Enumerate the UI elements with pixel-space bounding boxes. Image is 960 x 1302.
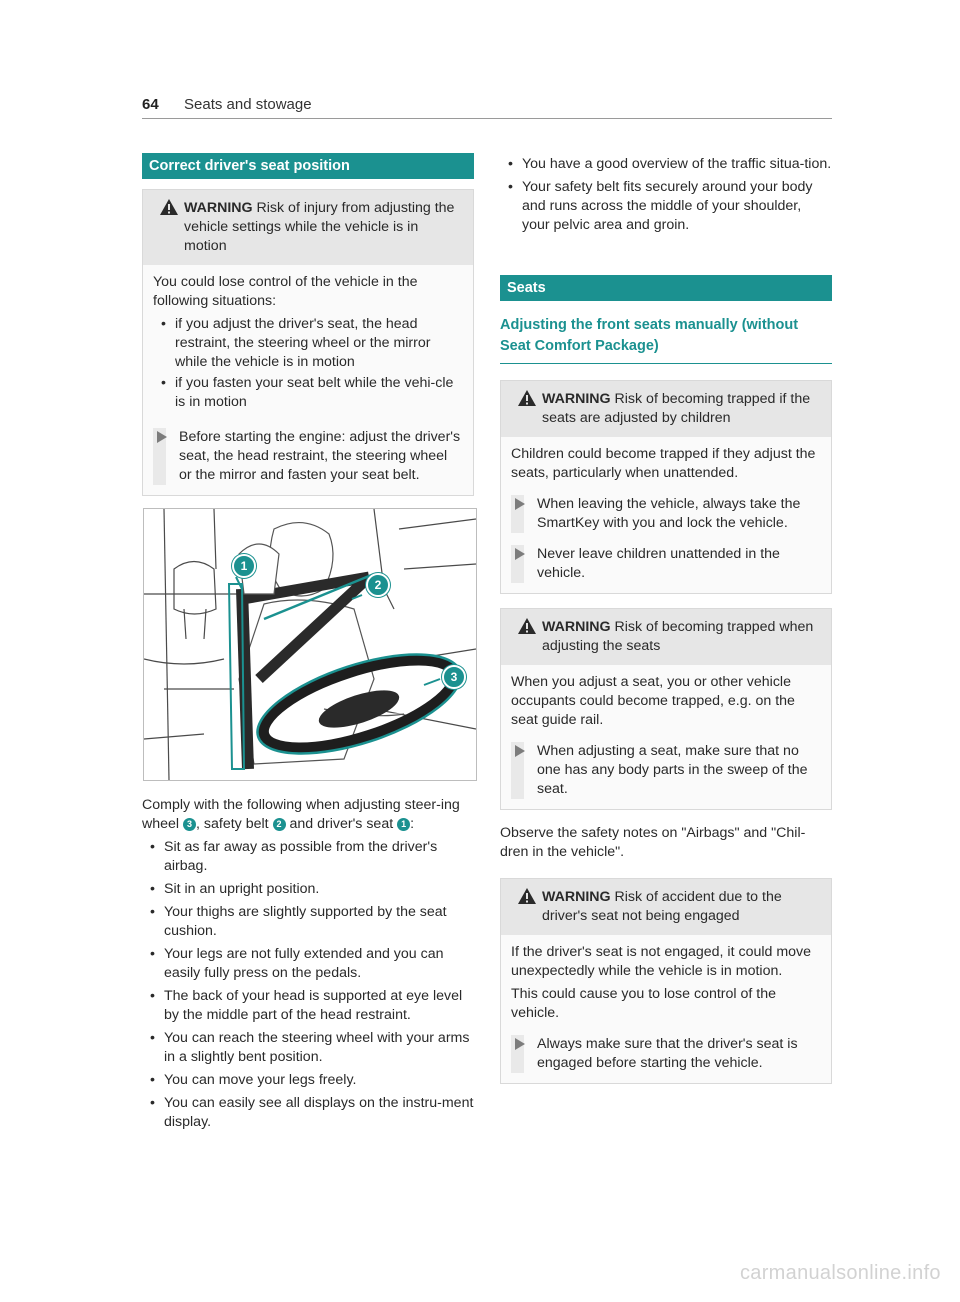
list-item: • Your thighs are slightly supported by the seat cushion. <box>142 903 474 941</box>
comply-paragraph: Comply with the following when adjusting steer-ing wheel 3 , safety belt 2 and driver's seat 1 : <box>142 797 460 832</box>
watermark: carmanualsonline.info <box>740 1262 941 1284</box>
instruction-step: Always make sure that the driver's seat is engaged before starting the vehicle. <box>511 1035 821 1073</box>
list-item: • Your legs are not fully extended and you can easily fully press on the pedals. <box>142 945 474 983</box>
ref-badge-1: 1 <box>397 818 410 831</box>
page-header <box>142 96 832 119</box>
warning-triangle-icon <box>517 887 537 905</box>
list-item: • Sit in an upright position. <box>142 880 474 899</box>
callout-2: 2 <box>366 573 390 597</box>
warning-text: Children could become trapped if they adjust the seats, particularly when unattended. <box>511 446 816 481</box>
list-item: • The back of your head is supported at eye level by the middle part of the head restraint. <box>142 987 474 1025</box>
page-number: 64 <box>142 96 159 113</box>
ref-badge-2: 2 <box>273 818 286 831</box>
warning-body <box>143 265 473 495</box>
ref-badge-3: 3 <box>183 818 196 831</box>
warning-box-4 <box>500 878 832 1084</box>
warning-title: Risk of injury from adjusting the vehicle settings while the vehicle is in motion <box>184 200 455 254</box>
warning-keyword: WARNING <box>542 391 611 407</box>
section-title-seats: Seats <box>500 275 832 301</box>
warning-box-2 <box>500 380 832 594</box>
list-item: • You can reach the steering wheel with your arms in a slightly bent position. <box>142 1029 474 1067</box>
warning-keyword: WARNING <box>542 619 611 635</box>
driver-seat-drawing <box>144 509 476 780</box>
list-item: • You have a good overview of the traffic situa-tion. <box>500 155 832 174</box>
warning-text: This could cause you to lose control of the vehicle. <box>511 986 776 1021</box>
step-arrow-icon <box>515 1038 525 1050</box>
subsection-title: Adjusting the front seats manually (without Seat Comfort Package) <box>500 315 832 364</box>
step-arrow-icon <box>515 548 525 560</box>
left-column <box>142 153 474 496</box>
seat-position-illustration <box>143 508 477 781</box>
list-item: • You can easily see all displays on the instru-ment display. <box>142 1094 474 1132</box>
warning-title: Risk of becoming trapped when adjusting the seats <box>542 619 814 654</box>
right-column <box>500 153 832 1084</box>
instruction-step <box>153 428 463 485</box>
instruction-step: Never leave children unattended in the vehicle. <box>511 545 821 583</box>
warning-header <box>143 190 473 265</box>
list-item: • if you fasten your seat belt while the vehi-cle is in motion <box>153 374 463 412</box>
warning-text: When you adjust a seat, you or other vehicle occupants could become trapped, e.g. on the seat guide rail. <box>511 674 795 728</box>
warning-title: Risk of accident due to the driver's seat not being engaged <box>542 889 782 924</box>
observe-paragraph: Observe the safety notes on "Airbags" and "Chil-dren in the vehicle". <box>500 825 806 860</box>
warning-text: If the driver's seat is not engaged, it could move unexpectedly while the vehicle is in motion. <box>511 944 812 979</box>
list-item: • Your safety belt fits securely around your body and runs across the middle of your shoulder, your pelvic area and groin. <box>500 178 832 235</box>
warning-triangle-icon <box>159 198 179 216</box>
list-item: • if you adjust the driver's seat, the head restraint, the steering wheel or the mirror while the vehicle is in motion <box>153 315 463 372</box>
warning-triangle-icon <box>517 617 537 635</box>
step-arrow-icon <box>515 745 525 757</box>
step-text: Before starting the engine: adjust the driver's seat, the head restraint, the steering wheel or the mirror and fasten your seat belt. <box>179 429 461 483</box>
callout-3: 3 <box>442 665 466 689</box>
instruction-step: When leaving the vehicle, always take the SmartKey with you and lock the vehicle. <box>511 495 821 533</box>
warning-box-1 <box>142 189 474 496</box>
warning-triangle-icon <box>517 389 537 407</box>
list-item: • You can move your legs freely. <box>142 1071 474 1090</box>
section-title-seat-position: Correct driver's seat position <box>142 153 474 179</box>
warning-title: Risk of becoming trapped if the seats are adjusted by children <box>542 391 811 426</box>
warning-keyword: WARNING <box>542 889 611 905</box>
instruction-step: When adjusting a seat, make sure that no one has any body parts in the sweep of the seat. <box>511 742 821 799</box>
callout-1: 1 <box>232 554 256 578</box>
warning-box-3 <box>500 608 832 810</box>
step-arrow-icon <box>515 498 525 510</box>
step-arrow-icon <box>157 431 167 443</box>
left-column-lower <box>142 796 474 1132</box>
warning-intro: You could lose control of the vehicle in the following situations: <box>153 274 418 309</box>
list-item: • Sit as far away as possible from the driver's airbag. <box>142 838 474 876</box>
section-name: Seats and stowage <box>184 96 312 113</box>
warning-keyword: WARNING <box>184 200 253 216</box>
